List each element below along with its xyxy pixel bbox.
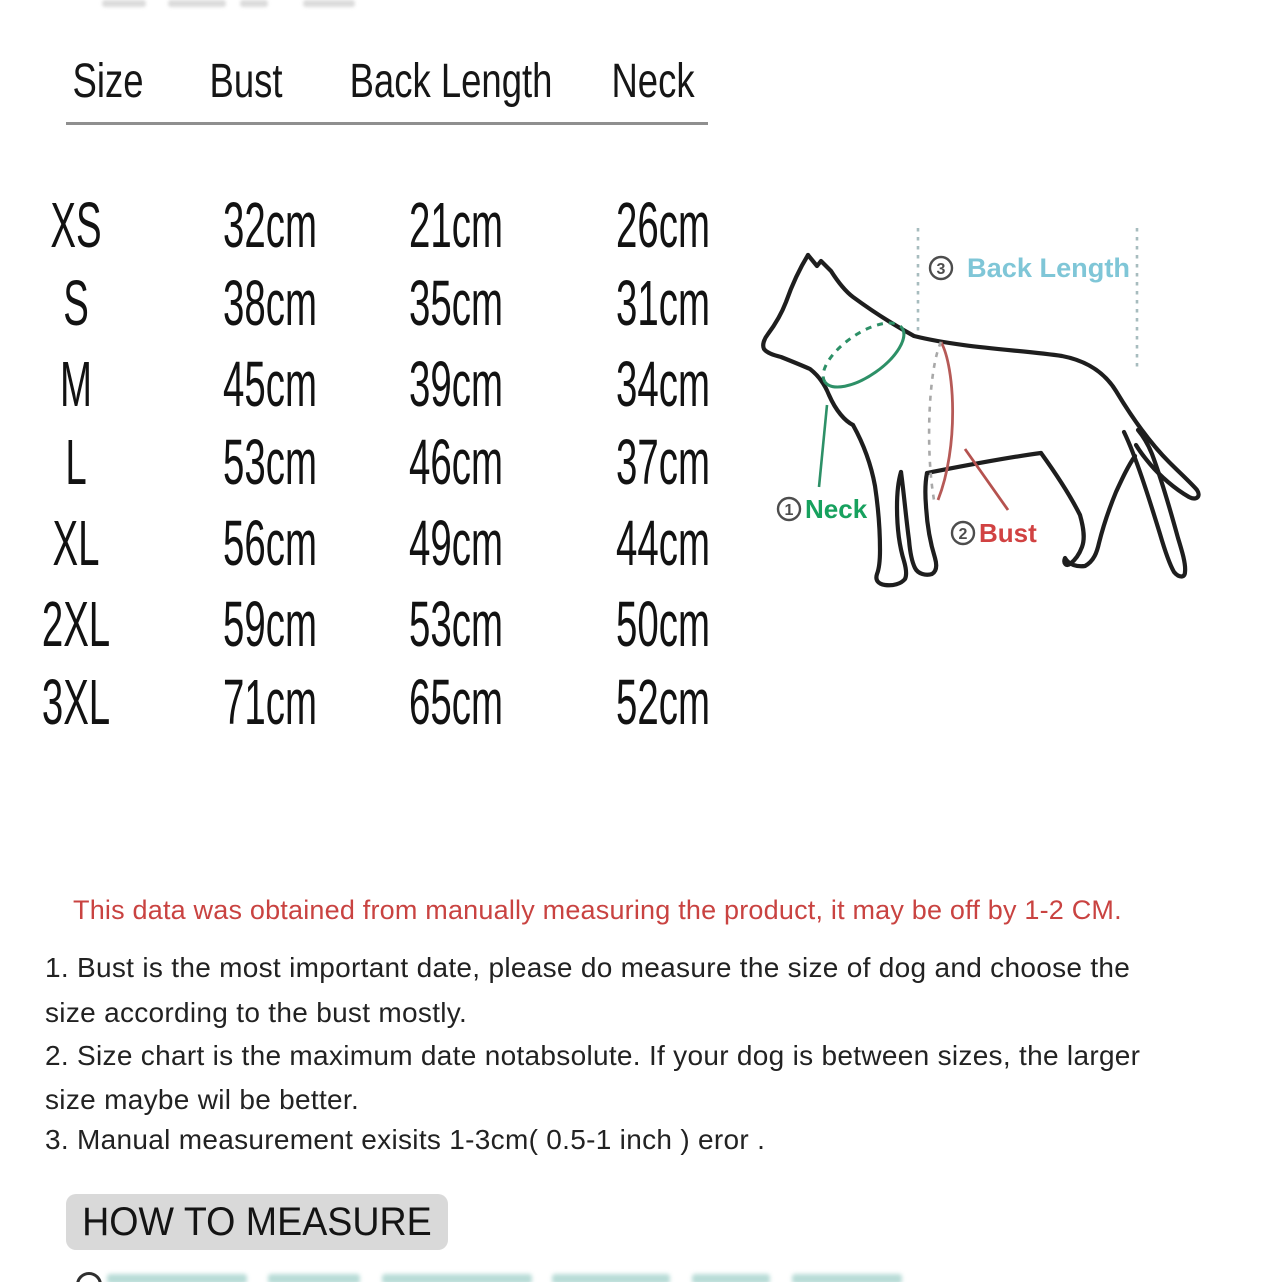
table-row xyxy=(0,588,760,660)
back-length-value: 65cm xyxy=(409,666,503,738)
neck-value: 50cm xyxy=(616,588,710,660)
header-underline xyxy=(66,122,708,125)
neck-label: Neck xyxy=(805,494,868,524)
note-line: 3. Manual measurement exisits 1-3cm( 0.5-1 inch ) eror . xyxy=(45,1124,766,1155)
back-length-value: 49cm xyxy=(409,507,503,579)
back-length-number: 3 xyxy=(936,261,946,278)
cropped-circled-1-icon xyxy=(76,1272,102,1282)
cropped-text-fragment xyxy=(692,1274,770,1282)
dog-measurement-diagram xyxy=(741,195,1281,655)
how-to-measure-heading xyxy=(66,1194,448,1250)
bust-value: 71cm xyxy=(223,666,317,738)
neck-measure-ellipse xyxy=(825,328,904,387)
cropped-text-fragment xyxy=(107,1274,247,1282)
column-header-bust: Bust xyxy=(209,55,283,108)
size-label: M xyxy=(60,348,92,420)
bust-measure-arc xyxy=(938,342,953,500)
cropped-text-fragment xyxy=(792,1274,902,1282)
bust-value: 59cm xyxy=(223,588,317,660)
note-line: size according to the bust mostly. xyxy=(45,997,468,1028)
neck-pointer-line xyxy=(819,405,827,487)
column-header-size: Size xyxy=(72,55,144,108)
table-row xyxy=(0,267,760,339)
cropped-text-fragment xyxy=(382,1274,532,1282)
size-label: 3XL xyxy=(41,666,111,738)
measurement-warning-note: This data was obtained from manually measuring the product, it may be off by 1-2 CM. xyxy=(73,895,1122,925)
neck-measure-ellipse-dashed xyxy=(823,323,902,382)
back-length-value: 46cm xyxy=(409,426,503,498)
bust-label: Bust xyxy=(979,518,1037,548)
table-row xyxy=(0,426,760,498)
neck-value: 44cm xyxy=(616,507,710,579)
bust-value: 32cm xyxy=(223,189,317,261)
size-label: 2XL xyxy=(41,588,111,660)
bust-value: 56cm xyxy=(223,507,317,579)
bust-value: 38cm xyxy=(223,267,317,339)
neck-value: 26cm xyxy=(616,189,710,261)
cropped-text-fragment xyxy=(268,1274,360,1282)
back-length-value: 21cm xyxy=(409,189,503,261)
size-label: XL xyxy=(52,507,100,579)
back-length-value: 53cm xyxy=(409,588,503,660)
cropped-text-fragment xyxy=(102,0,146,7)
table-row xyxy=(0,507,760,579)
table-row xyxy=(0,348,760,420)
cropped-text-fragment xyxy=(168,0,226,7)
bust-measure-arc-dashed xyxy=(929,342,941,500)
cropped-text-fragment xyxy=(303,0,355,7)
note-line: 1. Bust is the most important date, please do measure the size of dog and choose the xyxy=(45,952,1131,983)
size-label: S xyxy=(63,267,89,339)
bust-number: 2 xyxy=(958,526,968,543)
bust-value: 45cm xyxy=(223,348,317,420)
size-label: XS xyxy=(50,189,102,261)
neck-number: 1 xyxy=(784,502,794,519)
table-row xyxy=(0,189,760,261)
cropped-text-fragment xyxy=(552,1274,670,1282)
column-header-neck: Neck xyxy=(611,55,695,108)
table-row xyxy=(0,666,760,738)
note-line: 2. Size chart is the maximum date notabsolute. If your dog is between sizes, the larger xyxy=(45,1040,1141,1071)
back-length-value: 35cm xyxy=(409,267,503,339)
neck-value: 52cm xyxy=(616,666,710,738)
note-line: size maybe wil be better. xyxy=(45,1084,360,1115)
bust-value: 53cm xyxy=(223,426,317,498)
neck-value: 34cm xyxy=(616,348,710,420)
neck-value: 31cm xyxy=(616,267,710,339)
back-length-value: 39cm xyxy=(409,348,503,420)
neck-value: 37cm xyxy=(616,426,710,498)
back-length-label: Back Length xyxy=(967,253,1130,283)
column-header-back-length: Back Length xyxy=(349,55,553,108)
cropped-text-fragment xyxy=(240,0,268,7)
how-to-measure-title: HOW TO MEASURE xyxy=(82,1199,432,1244)
size-label: L xyxy=(65,426,87,498)
